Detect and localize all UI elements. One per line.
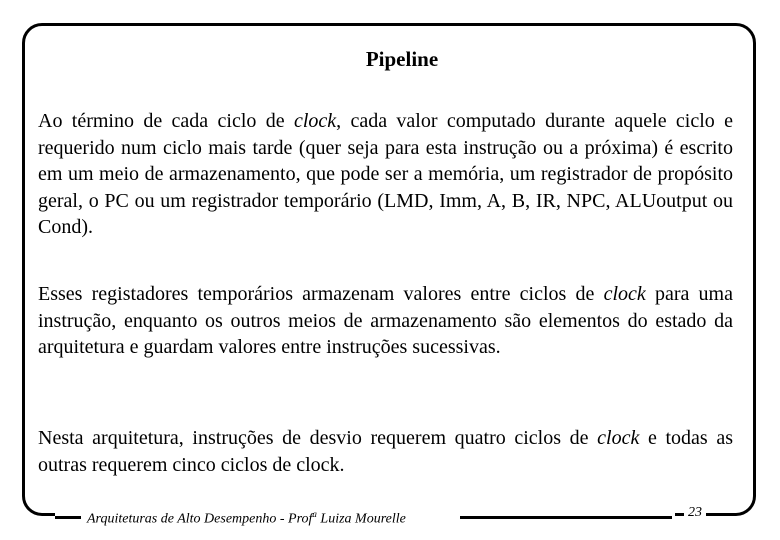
paragraph-1-text-after: , cada valor computado durante aquele ciclo e requerido num ciclo mais tarde (quer seja para esta instrução ou a próxima) é escrito em um meio de armazenamento, que pode ser a memória, um registrador de propósito geral, o PC ou um registrador temporário (LMD, Imm, A, B, IR, NPC, ALUoutput ou Cond). — [38, 110, 733, 238]
paragraph-2-text-before: Esses registadores temporários armazenam valores entre ciclos de — [38, 283, 604, 305]
paragraph-3-italic-term: clock — [597, 427, 640, 449]
paragraph-1 — [38, 108, 733, 241]
footer-rule-right — [460, 516, 672, 519]
paragraph-1-italic-term: clock — [293, 110, 337, 132]
footer-credit-superscript: a — [312, 509, 317, 519]
paragraph-2 — [38, 281, 733, 361]
paragraph-3-text-after: e todas as outras requerem cinco ciclos de clock. — [38, 427, 733, 476]
footer-credit-text-before: Arquiteturas de Alto Desempenho - Prof — [87, 511, 313, 527]
page-number: 23 — [684, 505, 706, 521]
footer-credit — [84, 509, 409, 528]
slide-title: Pipeline — [365, 47, 439, 71]
footer-rule-left — [55, 516, 81, 519]
paragraph-3-text-before: Nesta arquitetura, instruções de desvio requerem quatro ciclos de — [38, 427, 598, 449]
footer-credit-text-after: Luiza Mourelle — [316, 511, 406, 527]
paragraph-2-italic-term: clock — [603, 283, 646, 305]
paragraph-2-text-after: para uma instrução, enquanto os outros meios de armazenamento são elementos do estado da arquitetura e guardam valores entre instruções sucessivas. — [38, 283, 733, 358]
paragraph-3 — [38, 425, 733, 478]
paragraph-1-text-before: Ao término de cada ciclo de — [38, 110, 294, 132]
